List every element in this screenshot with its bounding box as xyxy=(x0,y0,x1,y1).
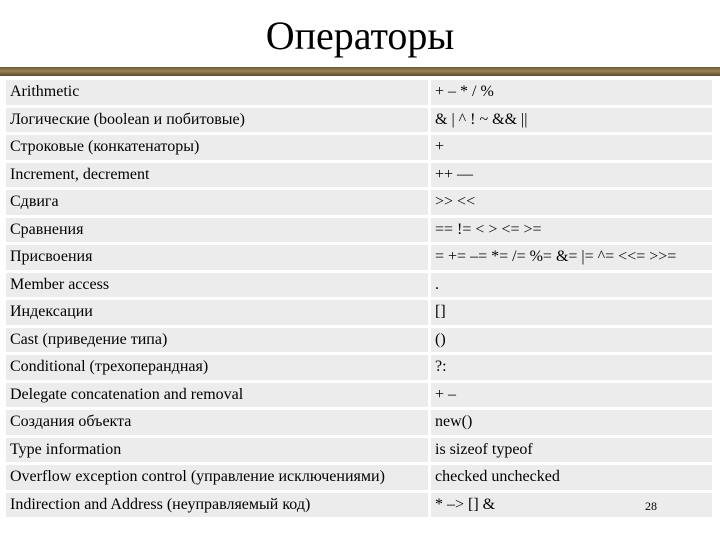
category-cell: Сдвига xyxy=(6,189,430,217)
decorative-bar xyxy=(0,67,720,76)
operators-cell: [] xyxy=(430,299,713,327)
category-cell: Member access xyxy=(6,271,430,299)
table-row xyxy=(6,354,712,382)
table-row xyxy=(6,80,712,106)
table-row xyxy=(6,381,712,409)
category-cell: Сравнения xyxy=(6,216,430,244)
page-number: 28 xyxy=(645,499,657,513)
operators-cell: == != < > <= >= xyxy=(430,216,713,244)
category-cell: Delegate concatenation and removal xyxy=(6,381,430,409)
operators-cell: + xyxy=(430,134,713,162)
category-cell: Indirection and Address (неуправляемый код) xyxy=(6,491,430,519)
category-cell: Создания объекта xyxy=(6,409,430,437)
category-cell: Индексации xyxy=(6,299,430,327)
operators-cell: * –> [] & xyxy=(430,491,713,519)
operators-cell: & | ^ ! ~ && || xyxy=(430,106,713,134)
operators-table xyxy=(6,80,712,520)
table-row xyxy=(6,189,712,217)
operators-cell: checked unchecked xyxy=(430,464,713,492)
table-row xyxy=(6,491,712,519)
category-cell: Increment, decrement xyxy=(6,161,430,189)
category-cell: Arithmetic xyxy=(6,80,430,106)
table-row xyxy=(6,244,712,272)
category-cell: Логические (boolean и побитовые) xyxy=(6,106,430,134)
category-cell: Строковые (конкатенаторы) xyxy=(6,134,430,162)
table-row xyxy=(6,464,712,492)
operators-cell: + – * / % xyxy=(430,80,713,106)
table-row xyxy=(6,134,712,162)
category-cell: Cast (приведение типа) xyxy=(6,326,430,354)
table-row xyxy=(6,409,712,437)
operators-cell: ?: xyxy=(430,354,713,382)
operators-cell: ++ –– xyxy=(430,161,713,189)
operators-cell: >> << xyxy=(430,189,713,217)
table-row xyxy=(6,326,712,354)
operators-cell: = += –= *= /= %= &= |= ^= <<= >>= xyxy=(430,244,713,272)
operators-cell: new() xyxy=(430,409,713,437)
operators-cell: + – xyxy=(430,381,713,409)
operators-cell: () xyxy=(430,326,713,354)
category-cell: Overflow exception control (управление исключениями) xyxy=(6,464,430,492)
table-row xyxy=(6,106,712,134)
table-row xyxy=(6,299,712,327)
table-row xyxy=(6,436,712,464)
category-cell: Type information xyxy=(6,436,430,464)
slide-title: Операторы xyxy=(265,13,455,58)
table-row xyxy=(6,216,712,244)
category-cell: Присвоения xyxy=(6,244,430,272)
operators-cell: . xyxy=(430,271,713,299)
category-cell: Conditional (трехоперандная) xyxy=(6,354,430,382)
operators-cell: is sizeof typeof xyxy=(430,436,713,464)
table-row xyxy=(6,271,712,299)
table-row xyxy=(6,161,712,189)
